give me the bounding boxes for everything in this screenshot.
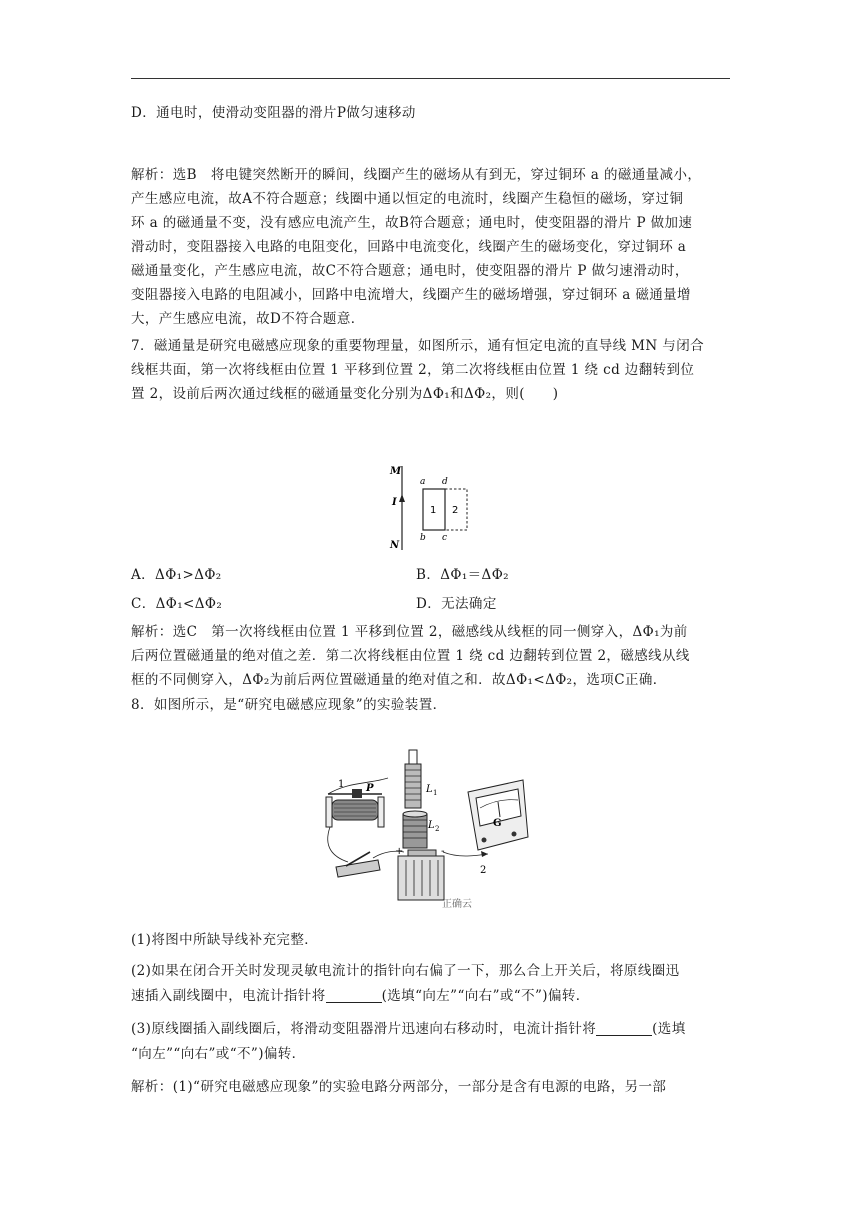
answer-7-line-3: 框的不同侧穿入，ΔΦ₂为前后两位置磁通量的绝对值之和．故ΔΦ₁<ΔΦ₂，选项C正确． [131,672,667,688]
watermark: 正确云 [442,899,472,910]
figure-q8 [318,742,538,912]
header-rule [131,78,730,79]
label-n: N [390,540,400,551]
option-d-prev: D．通电时，使滑动变阻器的滑片P做匀速移动 [131,105,416,121]
question-7-line-3: 置 2，设前后两次通过线框的磁通量变化分别为ΔΦ₁和ΔΦ₂，则( ) [131,386,559,402]
label-g: G [493,818,502,829]
option-7c: C．ΔΦ₁<ΔΦ₂ [131,596,223,612]
label-wire-1: 1 [338,779,345,790]
galvanometer [468,780,528,850]
answer-blank-2[interactable] [326,988,382,1003]
label-wire-2: 2 [480,865,487,876]
label-position-2: 2 [452,505,459,516]
option-7a: A．ΔΦ₁>ΔΦ₂ [131,567,222,583]
question-7-line-2: 线框共面，第一次将线框由位置 1 平移到位置 2，第二次将线框由位置 1 绕 cd 边翻转到位 [131,362,695,378]
label-l2-sub: 2 [435,825,440,833]
label-d: d [442,477,448,487]
label-i: I [392,497,397,508]
figure-q7 [380,460,500,556]
sub-3a-post: (选填 [652,1021,686,1037]
label-m: M [390,466,402,477]
label-plus: + [395,846,404,857]
answer-6-line-5: 磁通量变化，产生感应电流，故C不符合题意；通电时，使变阻器的滑片 P 做匀速滑动时， [131,263,689,279]
question-8-sub-2b [131,986,731,1006]
label-a: a [420,477,426,487]
option-7b: B．ΔΦ₁＝ΔΦ₂ [416,567,509,583]
question-8-sub-1: (1)将图中所缺导线补充完整． [131,932,319,948]
sub-3a-pre: (3)原线圈插入副线圈后，将滑动变阻器滑片迅速向右移动时，电流计指针将 [131,1021,597,1037]
coil-l1 [405,750,421,808]
answer-6-line-6: 变阻器接入电路的电阻减小，回路中电流增大，线圈产生的磁场增强，穿过铜环 a 磁通量增 [131,287,691,303]
label-c: c [442,533,448,543]
label-minus: - [441,846,445,857]
battery [398,850,444,900]
answer-8-line-1: 解析：(1)“研究电磁感应现象”的实验电路分两部分，一部分是含有电源的电路，另一部 [131,1079,667,1095]
question-8-line-1: 8．如图所示，是“研究电磁感应现象”的实验装置． [131,697,447,713]
answer-6-line-7: 大，产生感应电流，故D不符合题意． [131,311,365,327]
option-7d: D．无法确定 [416,596,497,612]
rheostat [326,789,384,827]
question-8-sub-3b: “向左”“向右”或“不”)偏转． [131,1046,306,1062]
sub-2b-pre: 速插入副线圈中，电流计指针将 [131,988,326,1004]
sub-2b-post: (选填“向左”“向右”或“不”)偏转． [381,988,590,1004]
question-7-line-1: 7．磁通量是研究电磁感应现象的重要物理量，如图所示，通有恒定电流的直导线 MN 与闭合 [131,338,705,354]
answer-7-line-2: 后两位置磁通量的绝对值之差．第二次将线框由位置 1 绕 cd 边翻转到位置 2，磁感线从线 [131,648,690,664]
answer-blank-3[interactable] [596,1021,652,1036]
label-l1-sub: 1 [433,789,438,797]
label-p: P [366,783,374,794]
label-b: b [420,533,426,543]
answer-6-line-3: 环 a 的磁通量不变，没有感应电流产生，故B符合题意；通电时，使变阻器的滑片 P 做加速 [131,215,693,231]
label-position-1: 1 [430,505,437,516]
answer-7-line-1: 解析：选C 第一次将线框由位置 1 平移到位置 2，磁感线从线框的同一侧穿入，ΔΦ₁为前 [131,624,688,640]
answer-6-line-1: 解析：选B 将电键突然断开的瞬间，线圈产生的磁场从有到无，穿过铜环 a 的磁通量减小， [131,167,702,183]
label-l1: L [426,784,433,795]
question-8-sub-2a: (2)如果在闭合开关时发现灵敏电流计的指针向右偏了一下，那么合上开关后，将原线圈迅 [131,963,680,979]
answer-6-line-4: 滑动时，变阻器接入电路的电阻变化，回路中电流变化，线圈产生的磁场变化，穿过铜环 a [131,239,687,255]
answer-6-line-2: 产生感应电流，故A不符合题意；线圈中通以恒定的电流时，线圈产生稳恒的磁场，穿过铜 [131,191,684,207]
question-8-sub-3a [131,1019,731,1039]
switch [336,852,380,877]
label-l2: L [428,820,435,831]
coil-l2 [403,811,427,848]
